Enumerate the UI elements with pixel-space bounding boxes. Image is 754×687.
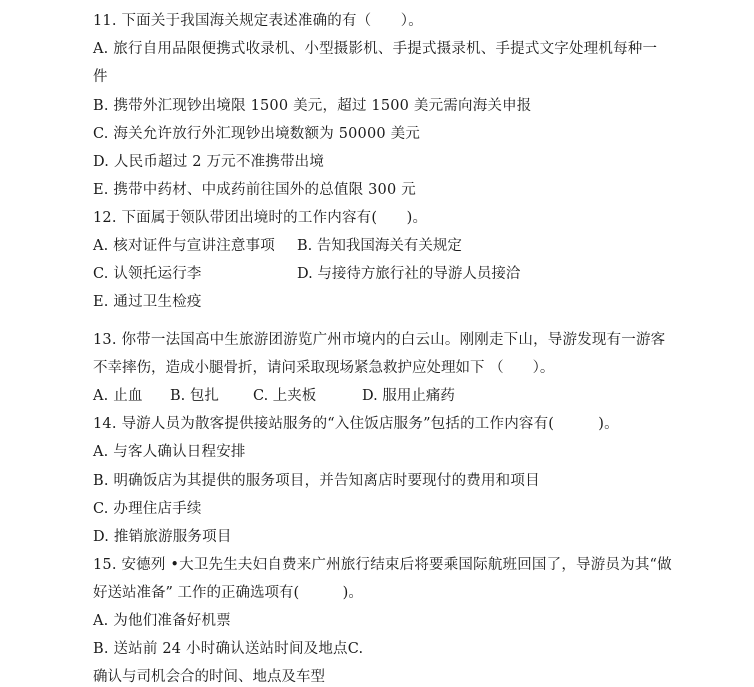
q14-option-c: C. 办理住店手续 [93,501,202,517]
q11-option-a-continued: 件 [93,69,108,85]
q13-option-c: C. 上夹板 [253,388,317,404]
q15-option-c-continued: 确认与司机会合的时间、地点及车型 [93,669,325,685]
q12-option-b: B. 告知我国海关有关规定 [297,238,462,254]
q12-option-a: A. 核对证件与宣讲注意事项 [93,238,275,254]
q11-stem: 11. 下面关于我国海关规定表述准确的有（ ）。 [93,13,423,29]
q12-stem: 12. 下面属于领队带团出境时的工作内容有( )。 [93,210,428,226]
q13-stem: 13. 你带一法国高中生旅游团游览广州市境内的白云山。刚刚走下山，导游发现有一游客 [93,332,666,348]
q15-stem-continued: 好送站准备” 工作的正确选项有( )。 [93,585,363,601]
q11-option-c: C. 海关允许放行外汇现钞出境数额为 50000 美元 [93,126,421,142]
q12-option-c: C. 认领托运行李 [93,266,202,282]
q14-stem: 14. 导游人员为散客提供接站服务的“入住饭店服务”包括的工作内容有( )。 [93,416,619,432]
q15-stem: 15. 安德列 •大卫先生夫妇自费来广州旅行结束后将要乘国际航班回国了，导游员为其“做 [93,557,672,573]
q15-option-a: A. 为他们准备好机票 [93,613,231,629]
q13-option-b: B. 包扎 [170,388,219,404]
q13-stem-continued: 不幸摔伤，造成小腿骨折，请问采取现场紧急救护应处理如下 （ ）。 [93,360,555,376]
q13-option-d: D. 服用止痛药 [362,388,455,404]
q11-option-e: E. 携带中药材、中成药前往国外的总值限 300 元 [93,182,416,198]
q13-option-a: A. 止血 [93,388,143,404]
q11-option-b: B. 携带外汇现钞出境限 1500 美元，超过 1500 美元需向海关申报 [93,98,532,114]
q14-option-b: B. 明确饭店为其提供的服务项目，并告知离店时要现付的费用和项目 [93,473,540,489]
q14-option-d: D. 推销旅游服务项目 [93,529,232,545]
q11-option-a: A. 旅行自用品限便携式收录机、小型摄影机、手提式摄录机、手提式文字处理机每种一 [93,41,658,57]
q14-option-a: A. 与客人确认日程安排 [93,444,246,460]
q12-option-e: E. 通过卫生检疫 [93,294,202,310]
q12-option-d: D. 与接待方旅行社的导游人员接洽 [297,266,521,282]
q15-option-b: B. 送站前 24 小时确认送站时间及地点C. [93,641,364,657]
q11-option-d: D. 人民币超过 2 万元不准携带出境 [93,154,325,170]
